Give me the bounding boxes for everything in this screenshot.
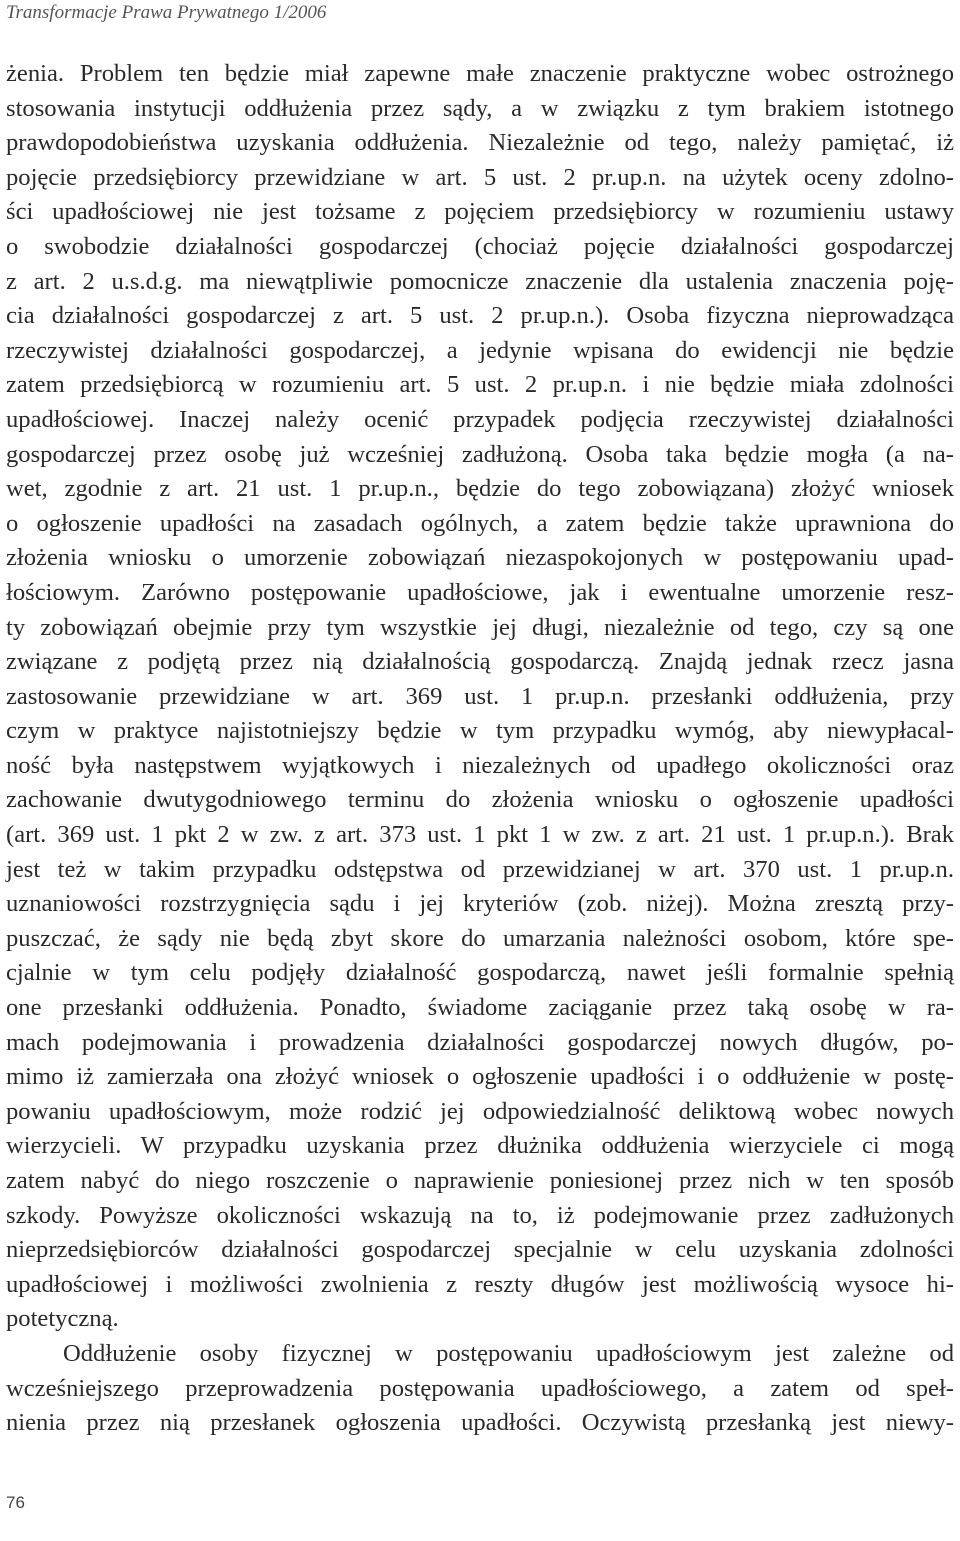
text-line: czym w praktyce najistotniejszy będzie w tym przypadku wymóg, aby niewypłacal-	[6, 717, 954, 745]
text-line: szkody. Powyższe okoliczności wskazują na to, iż podejmowanie przez zadłużonych	[6, 1201, 954, 1229]
text-line: potetyczną.	[6, 1305, 119, 1333]
text-line: upadłościowej. Inaczej należy ocenić przypadek podjęcia rzeczywistej działalności	[6, 405, 954, 433]
text-line: związane z podjętą przez nią działalnością gospodarczą. Znajdą jednak rzecz jasna	[6, 648, 954, 676]
text-line: o ogłoszenie upadłości na zasadach ogólnych, a zatem będzie także uprawniona do	[6, 509, 954, 537]
text-line: z art. 2 u.s.d.g. ma niewątpliwie pomocnicze znaczenie dla ustalenia znaczenia poję-	[6, 267, 954, 295]
text-line: gospodarczej przez osobę już wcześniej zadłużoną. Osoba taka będzie mogła (a na-	[6, 440, 954, 468]
text-line: one przesłanki oddłużenia. Ponadto, świadome zaciąganie przez taką osobę w ra-	[6, 994, 954, 1022]
text-line: Oddłużenie osoby fizycznej w postępowaniu upadłościowym jest zależne od	[63, 1339, 954, 1367]
text-line: uznaniowości rozstrzygnięcia sądu i jej kryteriów (zob. niżej). Można zresztą przy-	[6, 890, 954, 918]
text-line: nieprzedsiębiorców działalności gospodarczej specjalnie w celu uzyskania zdolności	[6, 1236, 954, 1264]
text-line: upadłościowej i możliwości zwolnienia z reszty długów jest możliwością wysoce hi-	[6, 1270, 954, 1298]
text-line: wet, zgodnie z art. 21 ust. 1 pr.up.n., będzie do tego zobowiązana) złożyć wniosek	[6, 475, 954, 503]
text-line: prawdopodobieństwa uzyskania oddłużenia. Niezależnie od tego, należy pamiętać, iż	[6, 129, 954, 157]
text-line: ty zobowiązań obejmie przy tym wszystkie jej długi, niezależnie od tego, czy są one	[6, 613, 954, 641]
text-line: żenia. Problem ten będzie miał zapewne małe znaczenie praktyczne wobec ostrożnego	[6, 60, 954, 87]
text-line: ność była następstwem wyjątkowych i niezależnych od upadłego okoliczności oraz	[6, 751, 954, 779]
text-line: złożenia wniosku o umorzenie zobowiązań niezaspokojonych w postępowaniu upad-	[6, 544, 954, 572]
text-line: mimo iż zamierzała ona złożyć wniosek o ogłoszenie upadłości i o oddłużenie w postę-	[6, 1063, 954, 1091]
body-text	[6, 57, 954, 1441]
paragraph	[6, 1337, 954, 1441]
text-line: ści upadłościowej nie jest tożsame z pojęciem przedsiębiorcy w rozumieniu ustawy	[6, 198, 954, 226]
paragraph	[6, 57, 954, 1337]
text-line: cjalnie w tym celu podjęły działalność gospodarczą, nawet jeśli formalnie spełnią	[6, 959, 954, 987]
text-line: mach podejmowania i prowadzenia działalności gospodarczej nowych długów, po-	[6, 1028, 954, 1056]
text-line: nienia przez nią przesłanek ogłoszenia upadłości. Oczywistą przesłanką jest niewy-	[6, 1409, 954, 1437]
text-line: zachowanie dwutygodniowego terminu do złożenia wniosku o ogłoszenie upadłości	[6, 786, 954, 814]
text-line: (art. 369 ust. 1 pkt 2 w zw. z art. 373 ust. 1 pkt 1 w zw. z art. 21 ust. 1 pr.up.n.). Brak	[6, 821, 954, 849]
text-line: zastosowanie przewidziane w art. 369 ust. 1 pr.up.n. przesłanki oddłużenia, przy	[6, 682, 954, 710]
text-line: wcześniejszego przeprowadzenia postępowania upadłościowego, a zatem od speł-	[6, 1374, 954, 1402]
text-line: wierzycieli. W przypadku uzyskania przez dłużnika oddłużenia wierzyciele ci mogą	[6, 1132, 954, 1160]
text-line: stosowania instytucji oddłużenia przez sądy, a w związku z tym brakiem istotnego	[6, 94, 954, 122]
running-header: Transformacje Prawa Prywatnego 1/2006	[6, 2, 327, 23]
text-line: pojęcie przedsiębiorcy przewidziane w art. 5 ust. 2 pr.up.n. na użytek oceny zdolno-	[6, 163, 954, 191]
text-line: puszczać, że sądy nie będą zbyt skore do umarzania należności osobom, które spe-	[6, 924, 954, 952]
page-number: 76	[6, 1493, 25, 1512]
text-line: cia działalności gospodarczej z art. 5 ust. 2 pr.up.n.). Osoba fizyczna nieprowadząca	[6, 302, 954, 330]
text-line: jest też w takim przypadku odstępstwa od przewidzianej w art. 370 ust. 1 pr.up.n.	[6, 855, 954, 883]
text-line: o swobodzie działalności gospodarczej (chociaż pojęcie działalności gospodarczej	[6, 232, 954, 260]
text-line: zatem przedsiębiorcą w rozumieniu art. 5 ust. 2 pr.up.n. i nie będzie miała zdolności	[6, 371, 954, 399]
text-line: powaniu upadłościowym, może rodzić jej odpowiedzialność deliktową wobec nowych	[6, 1097, 954, 1125]
text-line: łościowym. Zarówno postępowanie upadłościowe, jak i ewentualne umorzenie resz-	[6, 578, 954, 606]
text-line: rzeczywistej działalności gospodarczej, a jedynie wpisana do ewidencji nie będzie	[6, 336, 954, 364]
text-line: zatem nabyć do niego roszczenie o naprawienie poniesionej przez nich w ten sposób	[6, 1167, 954, 1194]
